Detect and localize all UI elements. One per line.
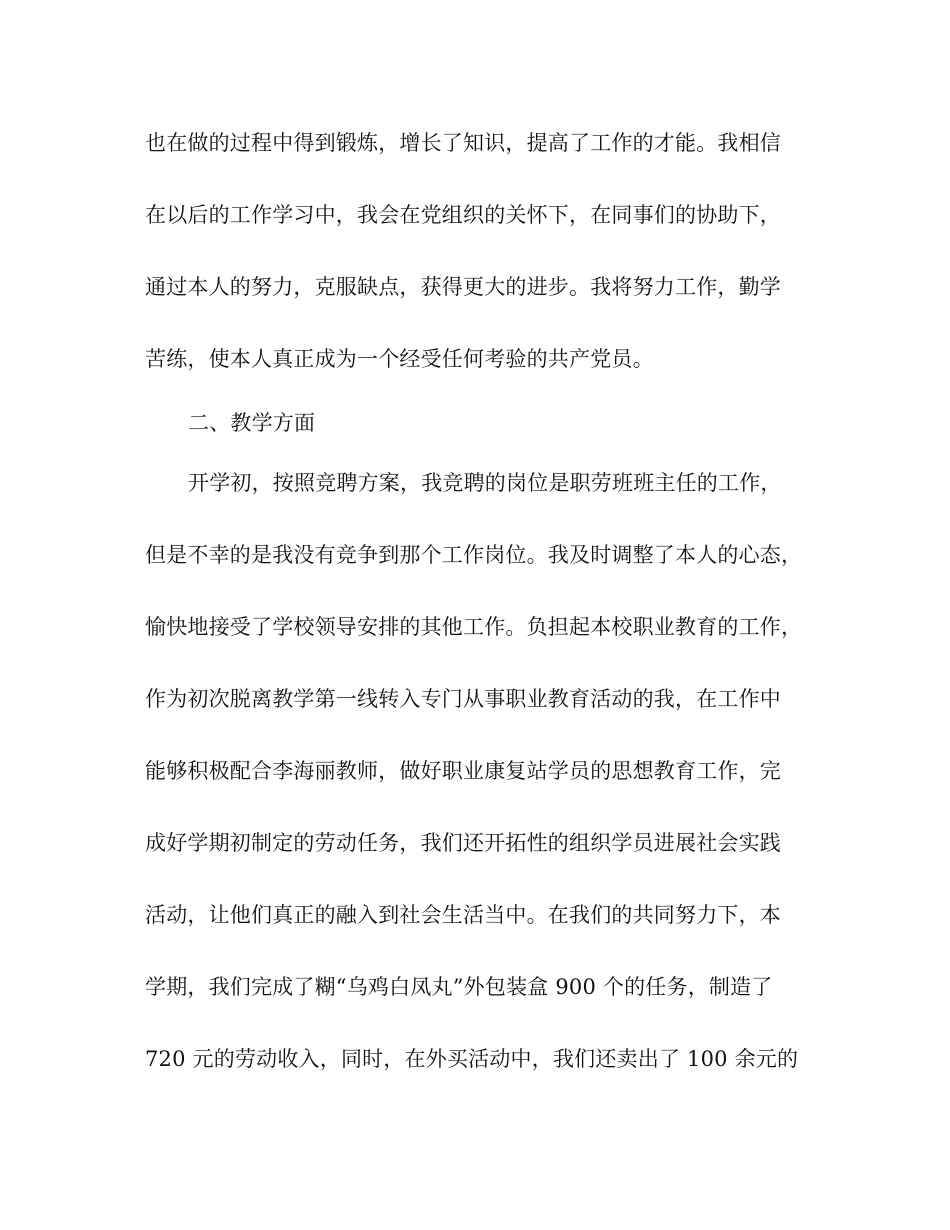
text-line: 通过本人的努力，克服缺点，获得更大的进步。我将努力工作，勤学 — [145, 275, 781, 299]
text-line: 成好学期初制定的劳动任务，我们还开拓性的组织学员进展社会实践 — [145, 831, 781, 855]
text-line: 能够积极配合李海丽教师，做好职业康复站学员的思想教育工作，完 — [145, 759, 781, 783]
text-line: 活动，让他们真正的融入到社会生活当中。在我们的共同努力下，本 — [145, 903, 781, 927]
text-line: 也在做的过程中得到锻炼，增长了知识，提高了工作的才能。我相信 — [145, 131, 781, 155]
section-heading: 二、教学方面 — [188, 411, 316, 435]
text-line: 但是不幸的是我没有竞争到那个工作岗位。我及时调整了本人的心态， — [145, 543, 803, 567]
text-line: 苦练，使本人真正成为一个经受任何考验的共产党员。 — [145, 347, 654, 371]
text-line: 作为初次脱离教学第一线转入专门从事职业教育活动的我，在工作中 — [145, 687, 781, 711]
text-line: 开学初，按照竞聘方案，我竞聘的岗位是职劳班班主任的工作， — [188, 471, 782, 495]
text-line: 愉快地接受了学校领导安排的其他工作。负担起本校职业教育的工作， — [145, 615, 803, 639]
text-line: 在以后的工作学习中，我会在党组织的关怀下，在同事们的协助下， — [145, 203, 781, 227]
text-line: 学期，我们完成了糊“乌鸡白凤丸”外包装盒 900 个的任务，制造了 — [145, 975, 773, 999]
text-line: 720 元的劳动收入，同时，在外买活动中，我们还卖出了 100 余元的 — [145, 1047, 799, 1071]
